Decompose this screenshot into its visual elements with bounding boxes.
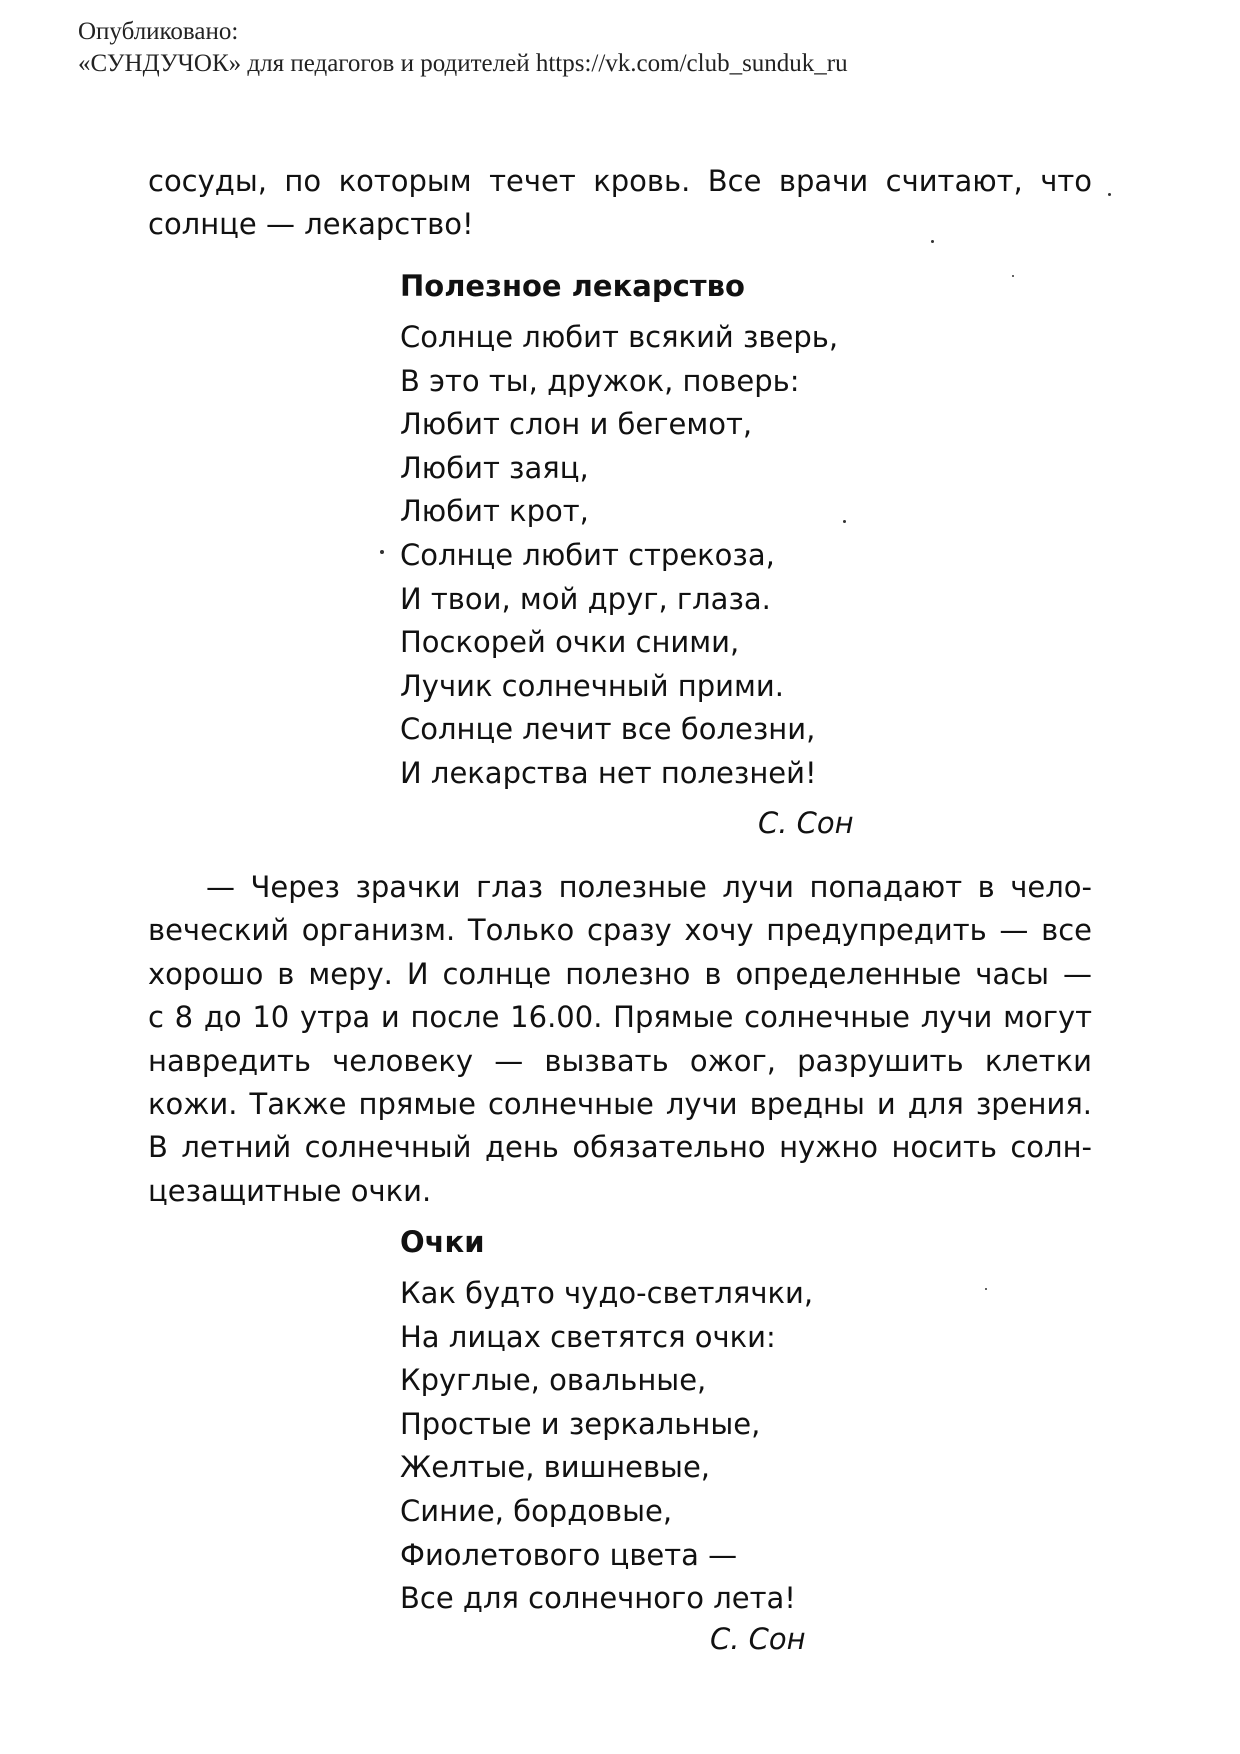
header-source-line: «СУНДУЧОК» для педагогов и родителей https://vk.com/club_sunduk_ru xyxy=(78,50,848,77)
poem-author: С. Сон xyxy=(758,806,854,840)
paragraph-line: хорошо в меру. И солнце полезно в определенные часы — xyxy=(148,956,1092,991)
scan-speck xyxy=(985,1288,987,1290)
scan-speck xyxy=(1012,275,1014,277)
poem-line: Фиолетового цвета — xyxy=(400,1537,738,1572)
poem-title: Очки xyxy=(400,1225,485,1259)
poem-line: Простые и зеркальные, xyxy=(400,1406,761,1441)
paragraph-line: В летний солнечный день обязательно нужно носить солн- xyxy=(148,1130,1092,1165)
poem-line: Лучик солнечный прими. xyxy=(400,668,784,703)
poem-glasses xyxy=(400,1222,813,1621)
intro-line: солнце — лекарство! xyxy=(148,207,474,242)
poem-line: Солнце лечит все болезни, xyxy=(400,712,816,747)
paragraph-line: навредить человеку — вызвать ожог, разрушить клетки xyxy=(148,1043,1092,1078)
paragraph-line: — Через зрачки глаз полезные лучи попадают в чело- xyxy=(206,870,1092,904)
scan-speck xyxy=(931,240,934,243)
paragraph-line: кожи. Также прямые солнечные лучи вредны и для зрения. xyxy=(148,1087,1092,1122)
scan-speck xyxy=(843,520,846,523)
poem-line: Солнце любит всякий зверь, xyxy=(400,320,839,354)
poem-line: И лекарства нет полезней! xyxy=(400,755,817,790)
header-published-label: Опубликовано: xyxy=(78,18,239,45)
scan-speck xyxy=(1108,193,1111,196)
poem-author: С. Сон xyxy=(710,1622,806,1656)
poem-line: Все для солнечного лета! xyxy=(400,1581,796,1616)
poem-useful-medicine xyxy=(400,266,838,796)
poem-lines xyxy=(400,1272,813,1621)
poem-line: На лицах светятся очки: xyxy=(400,1319,776,1354)
paragraph-line: цезащитные очки. xyxy=(148,1173,432,1208)
paragraph-line: веческий организм. Только сразу хочу предупредить — все xyxy=(148,913,1092,948)
poem-line: Как будто чудо-светлячки, xyxy=(400,1276,814,1310)
poem-line: Любит слон и бегемот, xyxy=(400,407,753,442)
main-paragraph xyxy=(148,866,1092,1213)
paragraph-line: с 8 до 10 утра и после 16.00. Прямые солнечные лучи могут xyxy=(148,1000,1092,1035)
poem-line: В это ты, дружок, поверь: xyxy=(400,363,800,398)
publication-header xyxy=(78,16,848,80)
scan-speck xyxy=(380,550,384,554)
poem-line: Любит заяц, xyxy=(400,450,589,485)
poem-line: И твои, мой друг, глаза. xyxy=(400,581,771,616)
poem-line: Любит крот, xyxy=(400,494,589,529)
poem-lines xyxy=(400,316,838,796)
poem-title: Полезное лекарство xyxy=(400,269,745,303)
poem-line: Синие, бордовые, xyxy=(400,1493,673,1528)
intro-line: сосуды, по которым течет кровь. Все врачи считают, что xyxy=(148,164,1092,198)
poem-line: Круглые, овальные, xyxy=(400,1363,707,1398)
poem-line: Поскорей очки сними, xyxy=(400,625,740,660)
poem-line: Солнце любит стрекоза, xyxy=(400,537,775,572)
intro-paragraph xyxy=(148,160,1092,247)
poem-line: Желтые, вишневые, xyxy=(400,1450,711,1485)
